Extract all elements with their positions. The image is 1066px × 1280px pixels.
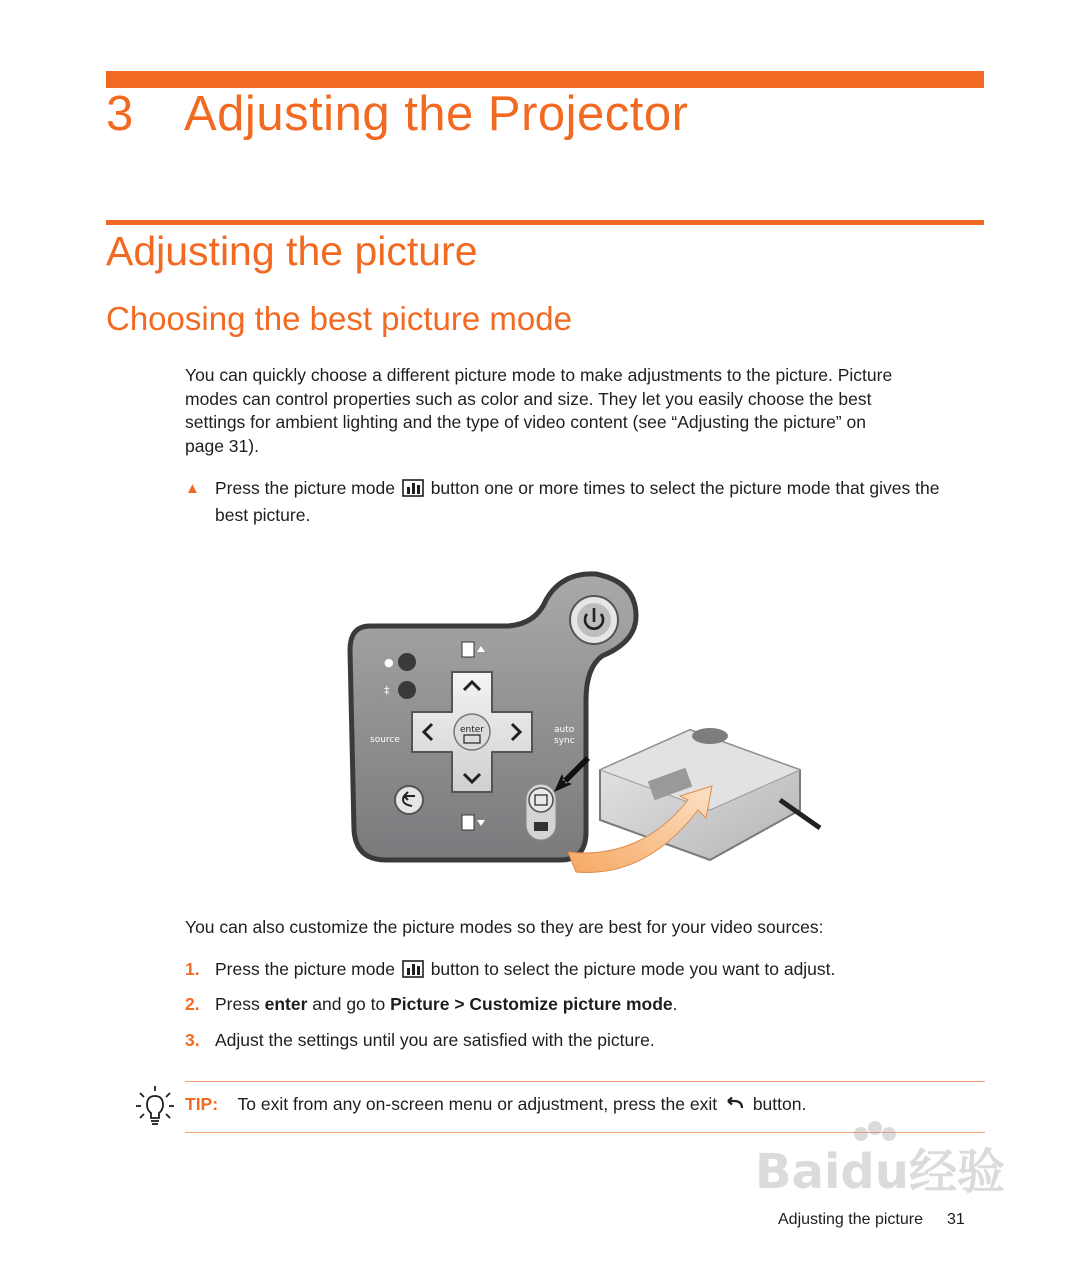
customize-intro: You can also customize the picture modes so they are best for your video sources: — [185, 917, 824, 937]
step-number: 2. — [185, 994, 200, 1014]
step-2-menu-path: Picture > Customize picture mode — [390, 994, 673, 1014]
chapter-title — [106, 86, 689, 142]
intro-line: You can quickly choose a different picture mode to make adjustments to the picture. Picture — [185, 365, 893, 385]
tip-text-after: button. — [752, 1094, 807, 1114]
page-number: 31 — [946, 1211, 965, 1228]
step-2-enter: enter — [264, 994, 308, 1014]
step-2 — [185, 993, 678, 1017]
remote-projector-illustration — [340, 560, 830, 890]
chapter-number: 3 — [106, 87, 134, 141]
subsection-title: Choosing the best picture mode — [106, 300, 572, 337]
chapter-title-text: Adjusting the Projector — [184, 87, 689, 141]
picture-mode-icon — [402, 479, 424, 504]
baidu-watermark — [745, 1118, 1005, 1208]
video-icon — [534, 822, 548, 831]
tip-top-rule — [185, 1081, 985, 1082]
triangle-bullet-icon: ▲ — [185, 480, 200, 497]
temp-indicator — [398, 681, 416, 699]
back-button — [395, 786, 423, 814]
source-label: source — [370, 735, 400, 745]
watermark-text: Bai​du经验 — [755, 1144, 1005, 1200]
section-title: Adjusting the picture — [106, 228, 478, 274]
auto-label: auto — [554, 725, 575, 735]
exit-icon — [724, 1097, 746, 1118]
step-2-text1: Press — [215, 994, 265, 1014]
tip — [185, 1094, 806, 1118]
footer-section: Adjusting the picture — [778, 1211, 923, 1228]
thermometer-icon: ‡ — [384, 684, 390, 697]
step-number: 3. — [185, 1030, 200, 1050]
step-3-text: Adjust the settings until you are satisfied with the picture. — [215, 1030, 655, 1050]
tip-label: TIP: — [185, 1094, 219, 1114]
picture-mode-button — [529, 788, 553, 812]
bullet-text-before: Press the picture mode — [215, 478, 395, 498]
page-footer — [778, 1211, 965, 1229]
lamp-indicator — [398, 653, 416, 671]
step-1 — [185, 958, 835, 985]
bullet-text-after: button one or more times to select the picture mode that gives the — [430, 478, 940, 498]
intro-line: settings for ambient lighting and the type of video content (see “Adjusting the picture” on — [185, 412, 866, 432]
step-2-text2: and go to — [307, 994, 391, 1014]
bullet-text-line2: best picture. — [215, 504, 311, 525]
power-button — [570, 596, 618, 644]
step-1-after: button to select the picture mode you want to adjust. — [430, 959, 836, 979]
sync-label: sync — [554, 736, 575, 746]
instruction-bullet — [185, 477, 985, 527]
step-number: 1. — [185, 959, 200, 979]
lamp-icon: ● — [384, 656, 394, 669]
section-rule — [106, 220, 984, 225]
picture-mode-icon — [402, 960, 424, 985]
tip-text-before: To exit from any on-screen menu or adjustment, press the exit — [237, 1094, 718, 1114]
lightbulb-icon — [134, 1084, 176, 1128]
step-3 — [185, 1029, 655, 1053]
step-2-text3: . — [672, 994, 678, 1014]
intro-paragraph — [185, 364, 965, 458]
enter-label: enter — [459, 725, 485, 735]
intro-line: modes can control properties such as color and size. They let you easily choose the best — [185, 388, 872, 409]
intro-line: page 31). — [185, 435, 259, 456]
step-1-before: Press the picture mode — [215, 959, 395, 979]
